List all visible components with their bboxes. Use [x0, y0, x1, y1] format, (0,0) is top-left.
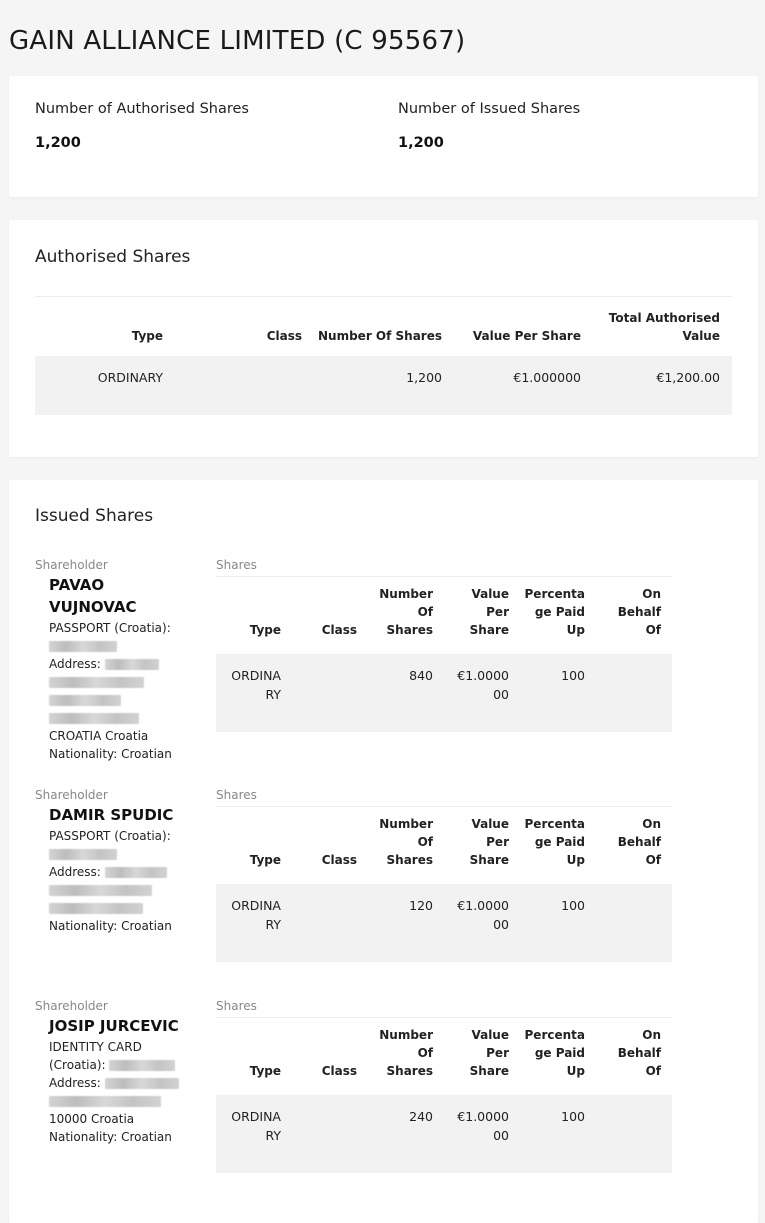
- header-number-of-shares: [379, 1026, 433, 1080]
- header-line: Of: [417, 1046, 433, 1060]
- header-type: Type: [131, 329, 163, 343]
- header-number-of-shares: Number Of Shares: [318, 329, 442, 343]
- header-number-of-shares: [379, 585, 433, 639]
- issued-shares-label: Number of Issued Shares: [398, 101, 581, 117]
- shareholder-details: [49, 827, 184, 935]
- header-value-per-share: Value Per Share: [472, 329, 581, 343]
- header-line: Shares: [386, 623, 433, 637]
- shareholder-details: [49, 619, 184, 763]
- header-value-per-share: [470, 585, 509, 639]
- header-class: Class: [321, 623, 357, 637]
- shareholder-label: Shareholder: [35, 999, 108, 1013]
- address-line: [49, 863, 184, 881]
- redacted-text: [49, 1092, 184, 1110]
- cell-number-of-shares: 1,200: [406, 370, 442, 385]
- authorised-shares-title: Authorised Shares: [35, 247, 191, 267]
- header-line: On: [642, 587, 661, 601]
- table-header: [35, 296, 732, 356]
- header-line: Percenta: [524, 587, 585, 601]
- cell-type: [231, 666, 281, 704]
- shares-table: [216, 1017, 672, 1173]
- header-line: Behalf: [617, 1046, 661, 1060]
- cell-type: ORDINARY: [97, 370, 163, 385]
- address-line: [49, 655, 184, 673]
- cell-number-of-shares: 120: [409, 898, 433, 913]
- header-line: Up: [566, 853, 585, 867]
- nationality: Nationality: Croatian: [49, 747, 172, 761]
- cell-number-of-shares: 240: [409, 1109, 433, 1124]
- header-class: Class: [321, 853, 357, 867]
- cell-line: RY: [265, 917, 281, 932]
- header-line: Shares: [386, 853, 433, 867]
- header-on-behalf-of: [618, 585, 661, 639]
- header-line: Up: [566, 623, 585, 637]
- redacted-text: [49, 673, 184, 691]
- shares-table: [216, 576, 672, 732]
- header-line: Share: [469, 623, 509, 637]
- shares-label: Shares: [216, 788, 257, 802]
- redacted-text: [49, 899, 184, 917]
- header-class: Class: [321, 1064, 357, 1078]
- cell-line: ORDINA: [231, 1109, 281, 1124]
- shareholder-name: DAMIR SPUDIC: [49, 806, 174, 824]
- cell-line: €1.0000: [457, 898, 509, 913]
- issued-shares-value: 1,200: [398, 135, 444, 151]
- header-line: ge Paid: [534, 605, 585, 619]
- shareholder-name: [49, 574, 179, 618]
- id-document-country: (Croatia):: [49, 1058, 106, 1072]
- cell-number-of-shares: 840: [409, 668, 433, 683]
- header-line: Number: [379, 587, 433, 601]
- cell-value-per-share: [457, 1107, 509, 1145]
- share-summary-card: [9, 76, 758, 197]
- header-line: On: [642, 817, 661, 831]
- shareholder-name-line-2: VUJNOVAC: [49, 598, 137, 616]
- address-label: Address:: [49, 865, 101, 879]
- authorised-shares-card: [9, 220, 758, 457]
- cell-line: 00: [493, 917, 509, 932]
- table-row: [216, 1095, 672, 1173]
- header-line: Of: [417, 835, 433, 849]
- header-line: ge Paid: [534, 835, 585, 849]
- page-title: GAIN ALLIANCE LIMITED (C 95567): [9, 26, 466, 56]
- issued-summary: [398, 101, 580, 151]
- redacted-text: [49, 709, 184, 727]
- header-line: Number: [379, 1028, 433, 1042]
- header-number-of-shares: [379, 815, 433, 869]
- id-document: PASSPORT (Croatia):: [49, 621, 171, 635]
- shares-label: Shares: [216, 999, 257, 1013]
- address-country: CROATIA Croatia: [49, 729, 149, 743]
- cell-line: €1.0000: [457, 668, 509, 683]
- address-country: 10000 Croatia: [49, 1112, 135, 1126]
- redacted-text: [49, 691, 184, 709]
- header-line: Share: [469, 853, 509, 867]
- shareholder-label: Shareholder: [35, 788, 108, 802]
- header-type: Type: [249, 623, 281, 637]
- cell-line: 00: [493, 687, 509, 702]
- header-line: Per: [486, 1046, 509, 1060]
- header-line: Of: [645, 853, 661, 867]
- nationality: Nationality: Croatian: [49, 919, 172, 933]
- shares-table: [216, 806, 672, 962]
- shareholder-label: Shareholder: [35, 558, 108, 572]
- authorised-shares-label: Number of Authorised Shares: [35, 101, 249, 117]
- authorised-shares-value: 1,200: [35, 135, 81, 151]
- shareholder-details: [49, 1038, 184, 1146]
- shares-label: Shares: [216, 558, 257, 572]
- header-line: Of: [645, 623, 661, 637]
- cell-value-per-share: [457, 896, 509, 934]
- cell-type: [231, 896, 281, 934]
- cell-line: RY: [265, 687, 281, 702]
- header-percentage-paid-up: [525, 585, 585, 639]
- cell-percentage-paid-up: 100: [561, 668, 585, 683]
- redacted-text: [49, 637, 184, 655]
- cell-percentage-paid-up: 100: [561, 898, 585, 913]
- header-line: Up: [566, 1064, 585, 1078]
- table-row: [216, 884, 672, 962]
- cell-line: ORDINA: [231, 898, 281, 913]
- header-line: ge Paid: [534, 1046, 585, 1060]
- header-value-per-share: [470, 1026, 509, 1080]
- header-line: Number: [379, 817, 433, 831]
- header-total-authorised: [609, 309, 720, 345]
- header-total-line-1: Total Authorised: [608, 311, 720, 325]
- id-document: IDENTITY CARD: [49, 1040, 142, 1054]
- address-label: Address:: [49, 1076, 101, 1090]
- header-value-per-share: [470, 815, 509, 869]
- cell-line: RY: [265, 1128, 281, 1143]
- header-line: Percenta: [524, 1028, 585, 1042]
- table-row: [216, 654, 672, 732]
- header-percentage-paid-up: [525, 815, 585, 869]
- table-header: [216, 806, 672, 884]
- issued-shares-card: [9, 480, 758, 1223]
- address-label: Address:: [49, 657, 101, 671]
- header-line: Per: [486, 835, 509, 849]
- cell-line: ORDINA: [231, 668, 281, 683]
- nationality: Nationality: Croatian: [49, 1130, 172, 1144]
- redacted-text: [49, 881, 184, 899]
- id-document-country-line: [49, 1056, 184, 1074]
- header-percentage-paid-up: [525, 1026, 585, 1080]
- header-type: Type: [249, 853, 281, 867]
- header-line: Of: [645, 1064, 661, 1078]
- header-line: Per: [486, 605, 509, 619]
- address-line: [49, 1074, 184, 1092]
- header-on-behalf-of: [618, 1026, 661, 1080]
- table-row: [35, 356, 732, 415]
- table-header: [216, 1017, 672, 1095]
- cell-value-per-share: €1.000000: [513, 370, 581, 385]
- header-line: Value: [471, 1028, 509, 1042]
- header-type: Type: [249, 1064, 281, 1078]
- shareholder-name: JOSIP JURCEVIC: [49, 1017, 179, 1035]
- header-line: Value: [471, 587, 509, 601]
- header-line: Value: [471, 817, 509, 831]
- authorised-shares-table: [35, 296, 732, 415]
- cell-total-authorised: €1,200.00: [656, 370, 720, 385]
- id-document: PASSPORT (Croatia):: [49, 829, 171, 843]
- header-line: Shares: [386, 1064, 433, 1078]
- cell-percentage-paid-up: 100: [561, 1109, 585, 1124]
- header-class: Class: [266, 329, 302, 343]
- cell-line: 00: [493, 1128, 509, 1143]
- shareholder-name-line-1: PAVAO: [49, 576, 105, 594]
- header-line: Of: [417, 605, 433, 619]
- header-line: On: [642, 1028, 661, 1042]
- header-line: Percenta: [524, 817, 585, 831]
- cell-value-per-share: [457, 666, 509, 704]
- header-line: Behalf: [617, 835, 661, 849]
- issued-shares-title: Issued Shares: [35, 506, 154, 526]
- header-line: Behalf: [617, 605, 661, 619]
- header-on-behalf-of: [618, 815, 661, 869]
- header-line: Share: [469, 1064, 509, 1078]
- cell-type: [231, 1107, 281, 1145]
- cell-line: €1.0000: [457, 1109, 509, 1124]
- redacted-text: [49, 845, 184, 863]
- header-total-line-2: Value: [682, 329, 720, 343]
- authorised-summary: [35, 101, 249, 151]
- table-header: [216, 576, 672, 654]
